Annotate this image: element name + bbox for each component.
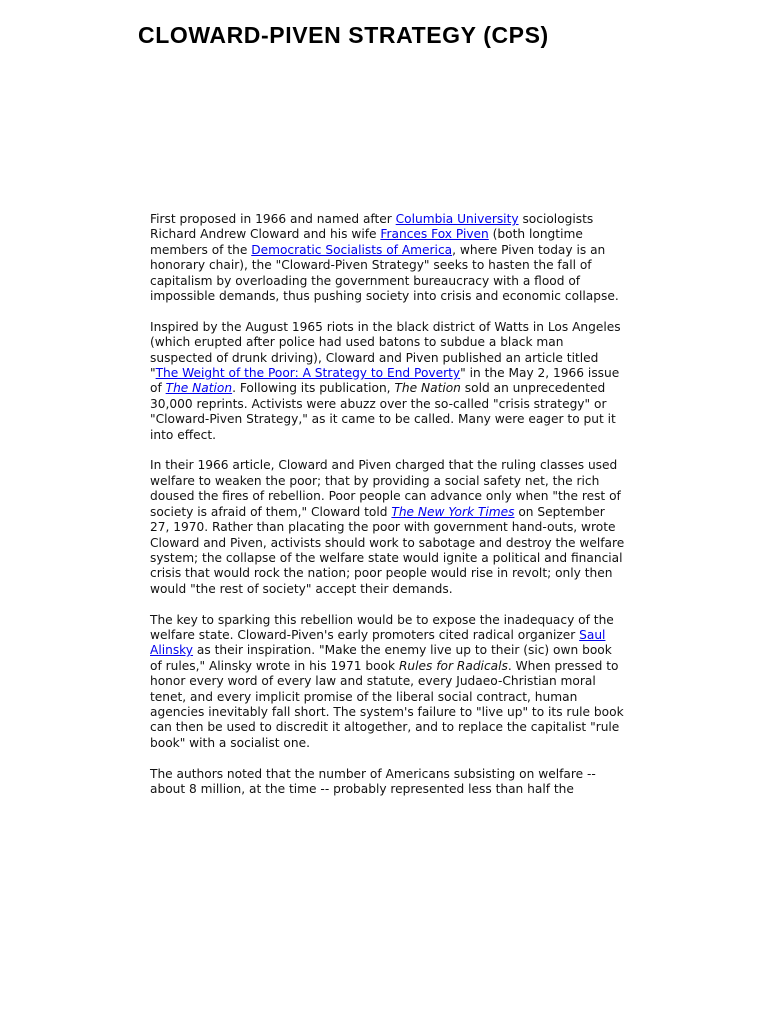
paragraph-5 [150,767,625,798]
text-span: sociologists Richard Andrew Cloward and his wife [150,212,594,242]
article-body [150,212,625,813]
text-span: Inspired by the August 1965 riots in the black district of Watts in Los Angeles (which erupted after police had used batons to subdue a black man suspected of drunk driving), Cloward and Piven published an article titled " [150,319,621,381]
text-span: on September 27, 1970. Rather than placating the poor with government hand-outs, wrote Cloward and Piven, activists should work to sabotage and destroy the welfare system; the collapse of the welfare state would ignite a political and financial crisis that would rock the nation; poor people would rise in revolt; only then would "the rest of society" accept their demands. [150,504,625,596]
saul-alinsky-link[interactable]: Saul Alinsky [150,627,606,658]
link-text: The Nation [165,381,233,396]
paragraph-4 [150,613,625,752]
text-span: In their 1966 article, Cloward and Piven charged that the ruling classes used welfare to weaken the poor; that by providing a social safety net, the rich doused the fires of rebellion. Poor people can advance only when "the rest of society is afraid of them," Cloward told [150,458,621,519]
text-span: First proposed in 1966 and named after [150,212,396,226]
democratic-socialists-link[interactable]: Democratic Socialists of America [251,242,453,257]
text-span: The authors noted that the number of Americans subsisting on welfare -- about 8 million, at the time -- probably represented less than half the [150,766,596,796]
link-text: The New York Times [391,504,515,519]
paragraph-3 [150,458,625,597]
paragraph-1 [150,212,625,304]
text-span: " in the May 2, 1966 issue of [150,366,620,396]
text-span: . When pressed to honor every word of every law and statute, every Judaeo-Christian moral tenet, and every implicit promise of the liberal social contract, human agencies inevitably fall short. The system's failure to "live up" to its rule book can then be used to discredit it altogether, and to replace the capitalist "rule book" with a socialist one. [150,658,624,750]
frances-fox-piven-link[interactable]: Frances Fox Piven [380,227,489,242]
page-title: CLOWARD-PIVEN STRATEGY (CPS) [138,22,549,48]
columbia-university-link[interactable]: Columbia University [395,212,519,226]
new-york-times-link[interactable] [391,505,514,519]
text-span: . Following its publication, [232,381,395,396]
weight-of-the-poor-link[interactable]: The Weight of the Poor: A Strategy to End Poverty [155,366,461,381]
italic-title: The Nation [394,381,461,396]
text-span: (both longtime members of the [150,227,583,257]
text-span: sold an unprecedented 30,000 reprints. Activists were abuzz over the so-called "crisis strategy" or "Cloward-Piven Strategy," as it came to be called. Many were eager to put it into effect. [150,381,616,442]
the-nation-link[interactable] [166,381,232,395]
paragraph-2 [150,320,625,443]
text-span: , where Piven today is an honorary chair), the "Cloward-Piven Strategy" seeks to hasten the fall of capitalism by overloading the government bureaucracy with a flood of impossible demands, thus pushing society into crisis and economic collapse. [150,242,619,304]
text-span: The key to sparking this rebellion would be to expose the inadequacy of the welfare state. Cloward-Piven's early promoters cited radical organizer [150,612,614,642]
text-span: as their inspiration. "Make the enemy live up to their (sic) own book of rules," Alinsky wrote in his 1971 book [150,643,612,673]
italic-title: Rules for Radicals [398,658,508,673]
